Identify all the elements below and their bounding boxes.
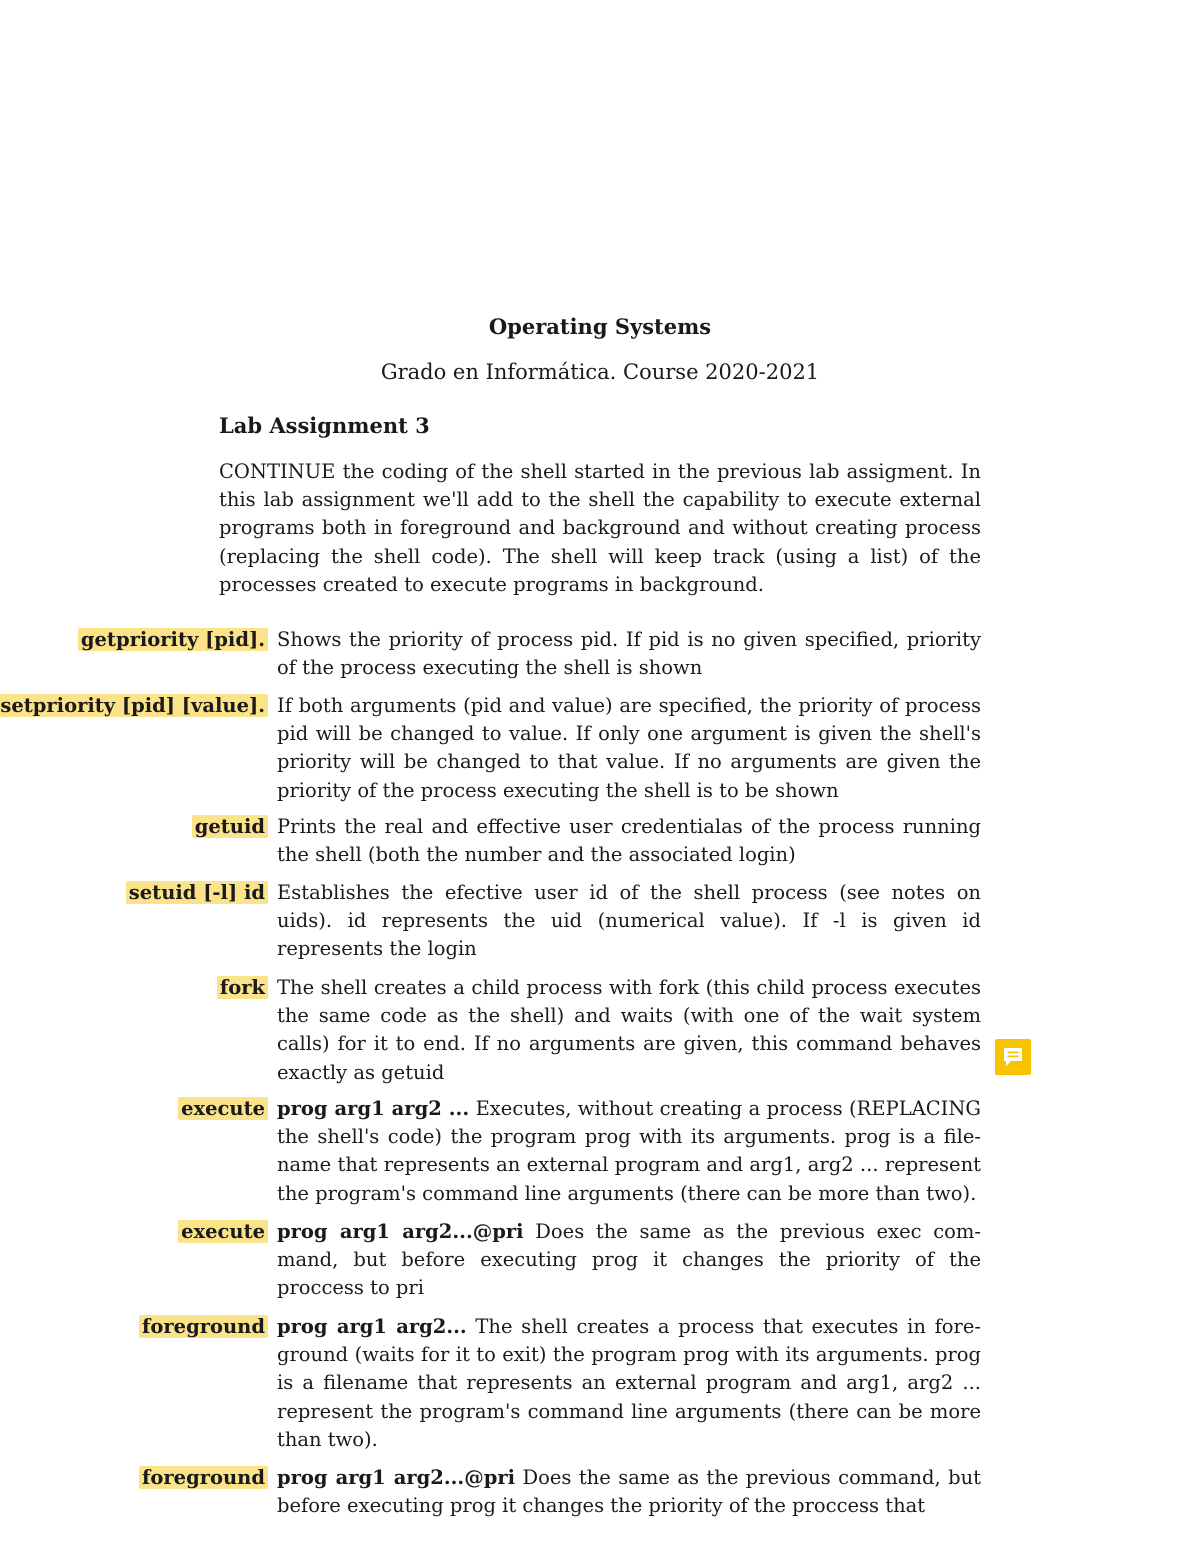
intro-paragraph: CONTINUE the coding of the shell started in the previous lab assigment. In this lab assignment we'll add to the shell the capability to execute external programs both in foreground and background and without creating process (replacing the shell code). The shell will keep track (using a list) of the processes created to execute programs in background.	[219, 460, 981, 596]
comment-annotation-button[interactable]	[995, 1039, 1031, 1075]
command-term	[217, 974, 268, 1002]
command-name: fork	[219, 976, 265, 999]
command-name: setpriority	[0, 694, 116, 717]
command-name: execute	[181, 1220, 265, 1243]
command-syntax: prog arg1 arg2 ...	[277, 1097, 470, 1120]
command-name: execute	[181, 1097, 265, 1120]
command-name-highlight	[217, 976, 268, 999]
document-title: Operating Systems	[488, 314, 712, 339]
command-description: prog arg1 arg2... The shell creates a process that executes in fore-ground (waits for it to exit) the program prog with its arguments. prog is a filename that represents an external program and arg1, arg2 ... represent the program's command line arguments (there can be more than two).	[277, 1315, 981, 1451]
command-term	[178, 1095, 268, 1123]
command-name: getpriority	[80, 628, 199, 651]
command-term	[126, 879, 268, 907]
command-syntax: prog arg1 arg2...	[277, 1315, 467, 1338]
command-term	[178, 1218, 268, 1246]
document-subtitle: Grado en Informática. Course 2020-2021	[380, 360, 820, 384]
command-description: prog arg1 arg2...@pri Does the same as the previous exec com-mand, but before executing prog it changes the priority of the proccess to pri	[277, 1220, 981, 1300]
command-name-highlight	[139, 1315, 268, 1338]
command-description: prog arg1 arg2 ... Executes, without creating a process (REPLACING the shell's code) the program prog with its arguments. prog is a file-name that represents an external program and arg1, arg2 ... represent the program's command line arguments (there can be more than two).	[277, 1097, 981, 1205]
command-name: setuid	[128, 881, 197, 904]
command-syntax: prog arg1 arg2...@pri	[277, 1466, 516, 1489]
command-description: Shows the priority of process pid. If pid is no given specified, priority of the process executing the shell is shown	[277, 628, 981, 680]
command-name-highlight	[178, 1220, 268, 1243]
command-term	[139, 1464, 268, 1492]
command-term	[0, 692, 268, 720]
command-syntax: prog arg1 arg2...@pri	[277, 1220, 524, 1243]
command-name-highlight	[178, 1097, 268, 1120]
command-description: The shell creates a child process with fork (this child process executes the same code as the shell) and waits (with one of the wait system calls) for it to end. If no arguments are given, this command behaves exactly as getuid	[277, 976, 981, 1084]
command-term	[139, 1313, 268, 1341]
command-name: foreground	[142, 1466, 265, 1489]
command-name-highlight: setuid [-l] id	[126, 881, 268, 904]
command-description: Establishes the efective user id of the shell process (see notes on uids). id represents the uid (numerical value). If -l is given id represents the login	[277, 881, 981, 961]
command-description: prog arg1 arg2...@pri Does the same as the previous command, but before executing prog it changes the priority of the proccess that	[277, 1466, 981, 1518]
command-name: getuid	[194, 815, 265, 838]
command-term	[192, 813, 268, 841]
command-description: Prints the real and effective user credentialas of the process running the shell (both the number and the associated login)	[277, 815, 981, 867]
comment-icon	[995, 1039, 1031, 1075]
command-name-highlight	[192, 815, 268, 838]
command-name-highlight: setpriority [pid] [value].	[0, 694, 268, 717]
command-description: If both arguments (pid and value) are specified, the priority of process pid will be changed to value. If only one argument is given the shell's priority will be changed to that value. If no arguments are given the priority of the process executing the shell is to be shown	[277, 694, 981, 802]
command-term	[78, 626, 268, 654]
command-name: foreground	[142, 1315, 265, 1338]
command-name-highlight	[139, 1466, 268, 1489]
section-title: Lab Assignment 3	[219, 413, 430, 438]
command-name-highlight: getpriority [pid].	[78, 628, 268, 651]
